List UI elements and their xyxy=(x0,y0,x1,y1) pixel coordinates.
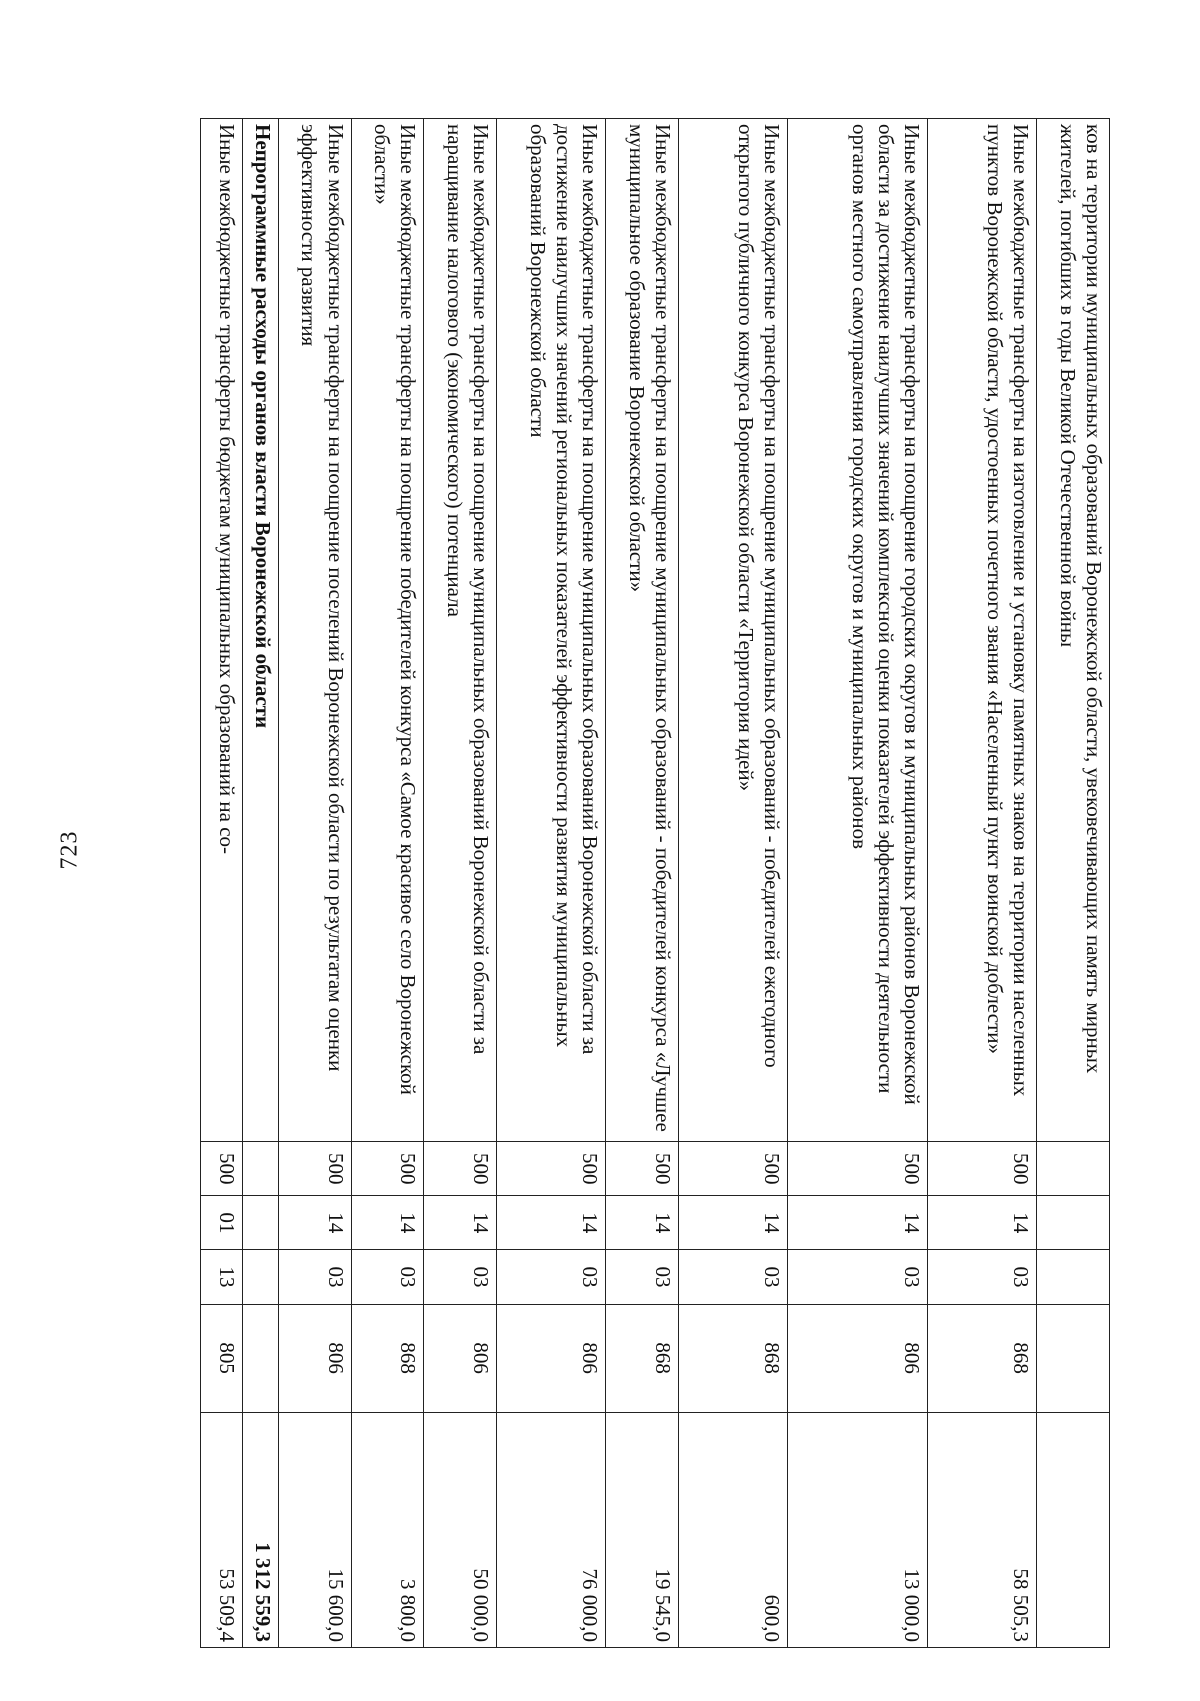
row-vr: 805 xyxy=(201,1304,243,1412)
row-pr: 03 xyxy=(678,1250,787,1304)
table-row xyxy=(606,119,679,1648)
table-row xyxy=(497,119,606,1648)
row-rz: 14 xyxy=(678,1196,787,1250)
table-row xyxy=(242,119,278,1648)
row-name: Иные межбюджетные трансферты на поощрение муниципальных образований - победителей ежегодного открытого публичного конкурса Воронежской области «Территория идей» xyxy=(678,119,787,1142)
row-amount: 19 545,0 xyxy=(606,1412,679,1647)
row-name: Иные межбюджетные трансферты на поощрение муниципальных образований - победителей конкурса «Лучшее муниципальное образование Воронежской области» xyxy=(606,119,679,1142)
row-name: Иные межбюджетные трансферты на поощрение победителей конкурса «Самое красивое село Воронежской области» xyxy=(351,119,424,1142)
row-amount: 53 509,4 xyxy=(201,1412,243,1647)
row-vr: 868 xyxy=(351,1304,424,1412)
row-pr: 03 xyxy=(787,1250,927,1304)
row-amount: 76 000,0 xyxy=(497,1412,606,1647)
row-name: Непрограммные расходы органов власти Воронежской области xyxy=(242,119,278,1142)
row-vr: 868 xyxy=(606,1304,679,1412)
row-vr: 868 xyxy=(928,1304,1037,1412)
row-vr: 868 xyxy=(678,1304,787,1412)
row-vr: 806 xyxy=(787,1304,927,1412)
row-pr: 03 xyxy=(351,1250,424,1304)
table-row xyxy=(928,119,1037,1648)
row-rz: 14 xyxy=(928,1196,1037,1250)
row-rz: 14 xyxy=(424,1196,497,1250)
row-grbs: 500 xyxy=(787,1142,927,1196)
row-pr: 03 xyxy=(424,1250,497,1304)
row-grbs: 500 xyxy=(278,1142,351,1196)
row-grbs: 500 xyxy=(201,1142,243,1196)
row-name: ков на территории муниципальных образований Воронежской области, увековечивающих память мирных жителей, погибших в годы Великой Отечественной войны xyxy=(1037,119,1110,1142)
row-amount xyxy=(1037,1412,1110,1647)
row-rz xyxy=(1037,1196,1110,1250)
row-grbs: 500 xyxy=(497,1142,606,1196)
row-grbs: 500 xyxy=(351,1142,424,1196)
row-amount: 50 000,0 xyxy=(424,1412,497,1647)
row-amount: 58 505,3 xyxy=(928,1412,1037,1647)
table-row xyxy=(201,119,243,1648)
row-vr: 806 xyxy=(497,1304,606,1412)
rotated-table-container xyxy=(200,118,1110,1648)
row-vr xyxy=(1037,1304,1110,1412)
row-pr xyxy=(242,1250,278,1304)
row-vr: 806 xyxy=(424,1304,497,1412)
budget-table xyxy=(200,118,1110,1648)
row-amount: 1 312 559,3 xyxy=(242,1412,278,1647)
row-pr: 03 xyxy=(606,1250,679,1304)
table-row xyxy=(278,119,351,1648)
table-row xyxy=(424,119,497,1648)
table-row xyxy=(1037,119,1110,1648)
row-name: Иные межбюджетные трансферты бюджетам муниципальных образований на со- xyxy=(201,119,243,1142)
row-name: Иные межбюджетные трансферты на изготовление и установку памятных знаков на территории населенных пунктов Воронежской области, удостоенных почетного звания «Населенный пункт воинской доблести» xyxy=(928,119,1037,1142)
row-grbs: 500 xyxy=(424,1142,497,1196)
table-row xyxy=(351,119,424,1648)
row-amount: 15 600,0 xyxy=(278,1412,351,1647)
row-vr xyxy=(242,1304,278,1412)
row-pr: 13 xyxy=(201,1250,243,1304)
row-amount: 13 000,0 xyxy=(787,1412,927,1647)
page-number: 723 xyxy=(56,830,83,870)
row-rz: 01 xyxy=(201,1196,243,1250)
row-vr: 806 xyxy=(278,1304,351,1412)
row-rz: 14 xyxy=(787,1196,927,1250)
row-rz: 14 xyxy=(606,1196,679,1250)
table-row xyxy=(787,119,927,1648)
row-name: Иные межбюджетные трансферты на поощрение муниципальных образований Воронежской области за наращивание налогового (экономического) потенциала xyxy=(424,119,497,1142)
row-pr: 03 xyxy=(278,1250,351,1304)
row-grbs: 500 xyxy=(928,1142,1037,1196)
row-name: Иные межбюджетные трансферты на поощрение муниципальных образований Воронежской области за достижение наилучших значений региональных показателей эффективности развития муниципальных образований Воронежской области xyxy=(497,119,606,1142)
table-row xyxy=(678,119,787,1648)
row-rz: 14 xyxy=(497,1196,606,1250)
row-pr xyxy=(1037,1250,1110,1304)
budget-table-body xyxy=(201,119,1110,1648)
row-rz: 14 xyxy=(278,1196,351,1250)
row-grbs: 500 xyxy=(678,1142,787,1196)
row-grbs: 500 xyxy=(606,1142,679,1196)
row-amount: 600,0 xyxy=(678,1412,787,1647)
row-name: Иные межбюджетные трансферты на поощрение городских округов и муниципальных районов Воронежской области за достижение наилучших значений комплексной оценки показателей эффективности деятельности органов местного самоуправления городских округов и муниципальных районов xyxy=(787,119,927,1142)
row-pr: 03 xyxy=(928,1250,1037,1304)
row-rz: 14 xyxy=(351,1196,424,1250)
row-amount: 3 800,0 xyxy=(351,1412,424,1647)
row-name: Иные межбюджетные трансферты на поощрение поселений Воронежской области по результатам оценки эффективности развития xyxy=(278,119,351,1142)
row-rz xyxy=(242,1196,278,1250)
row-pr: 03 xyxy=(497,1250,606,1304)
row-grbs xyxy=(1037,1142,1110,1196)
row-grbs xyxy=(242,1142,278,1196)
